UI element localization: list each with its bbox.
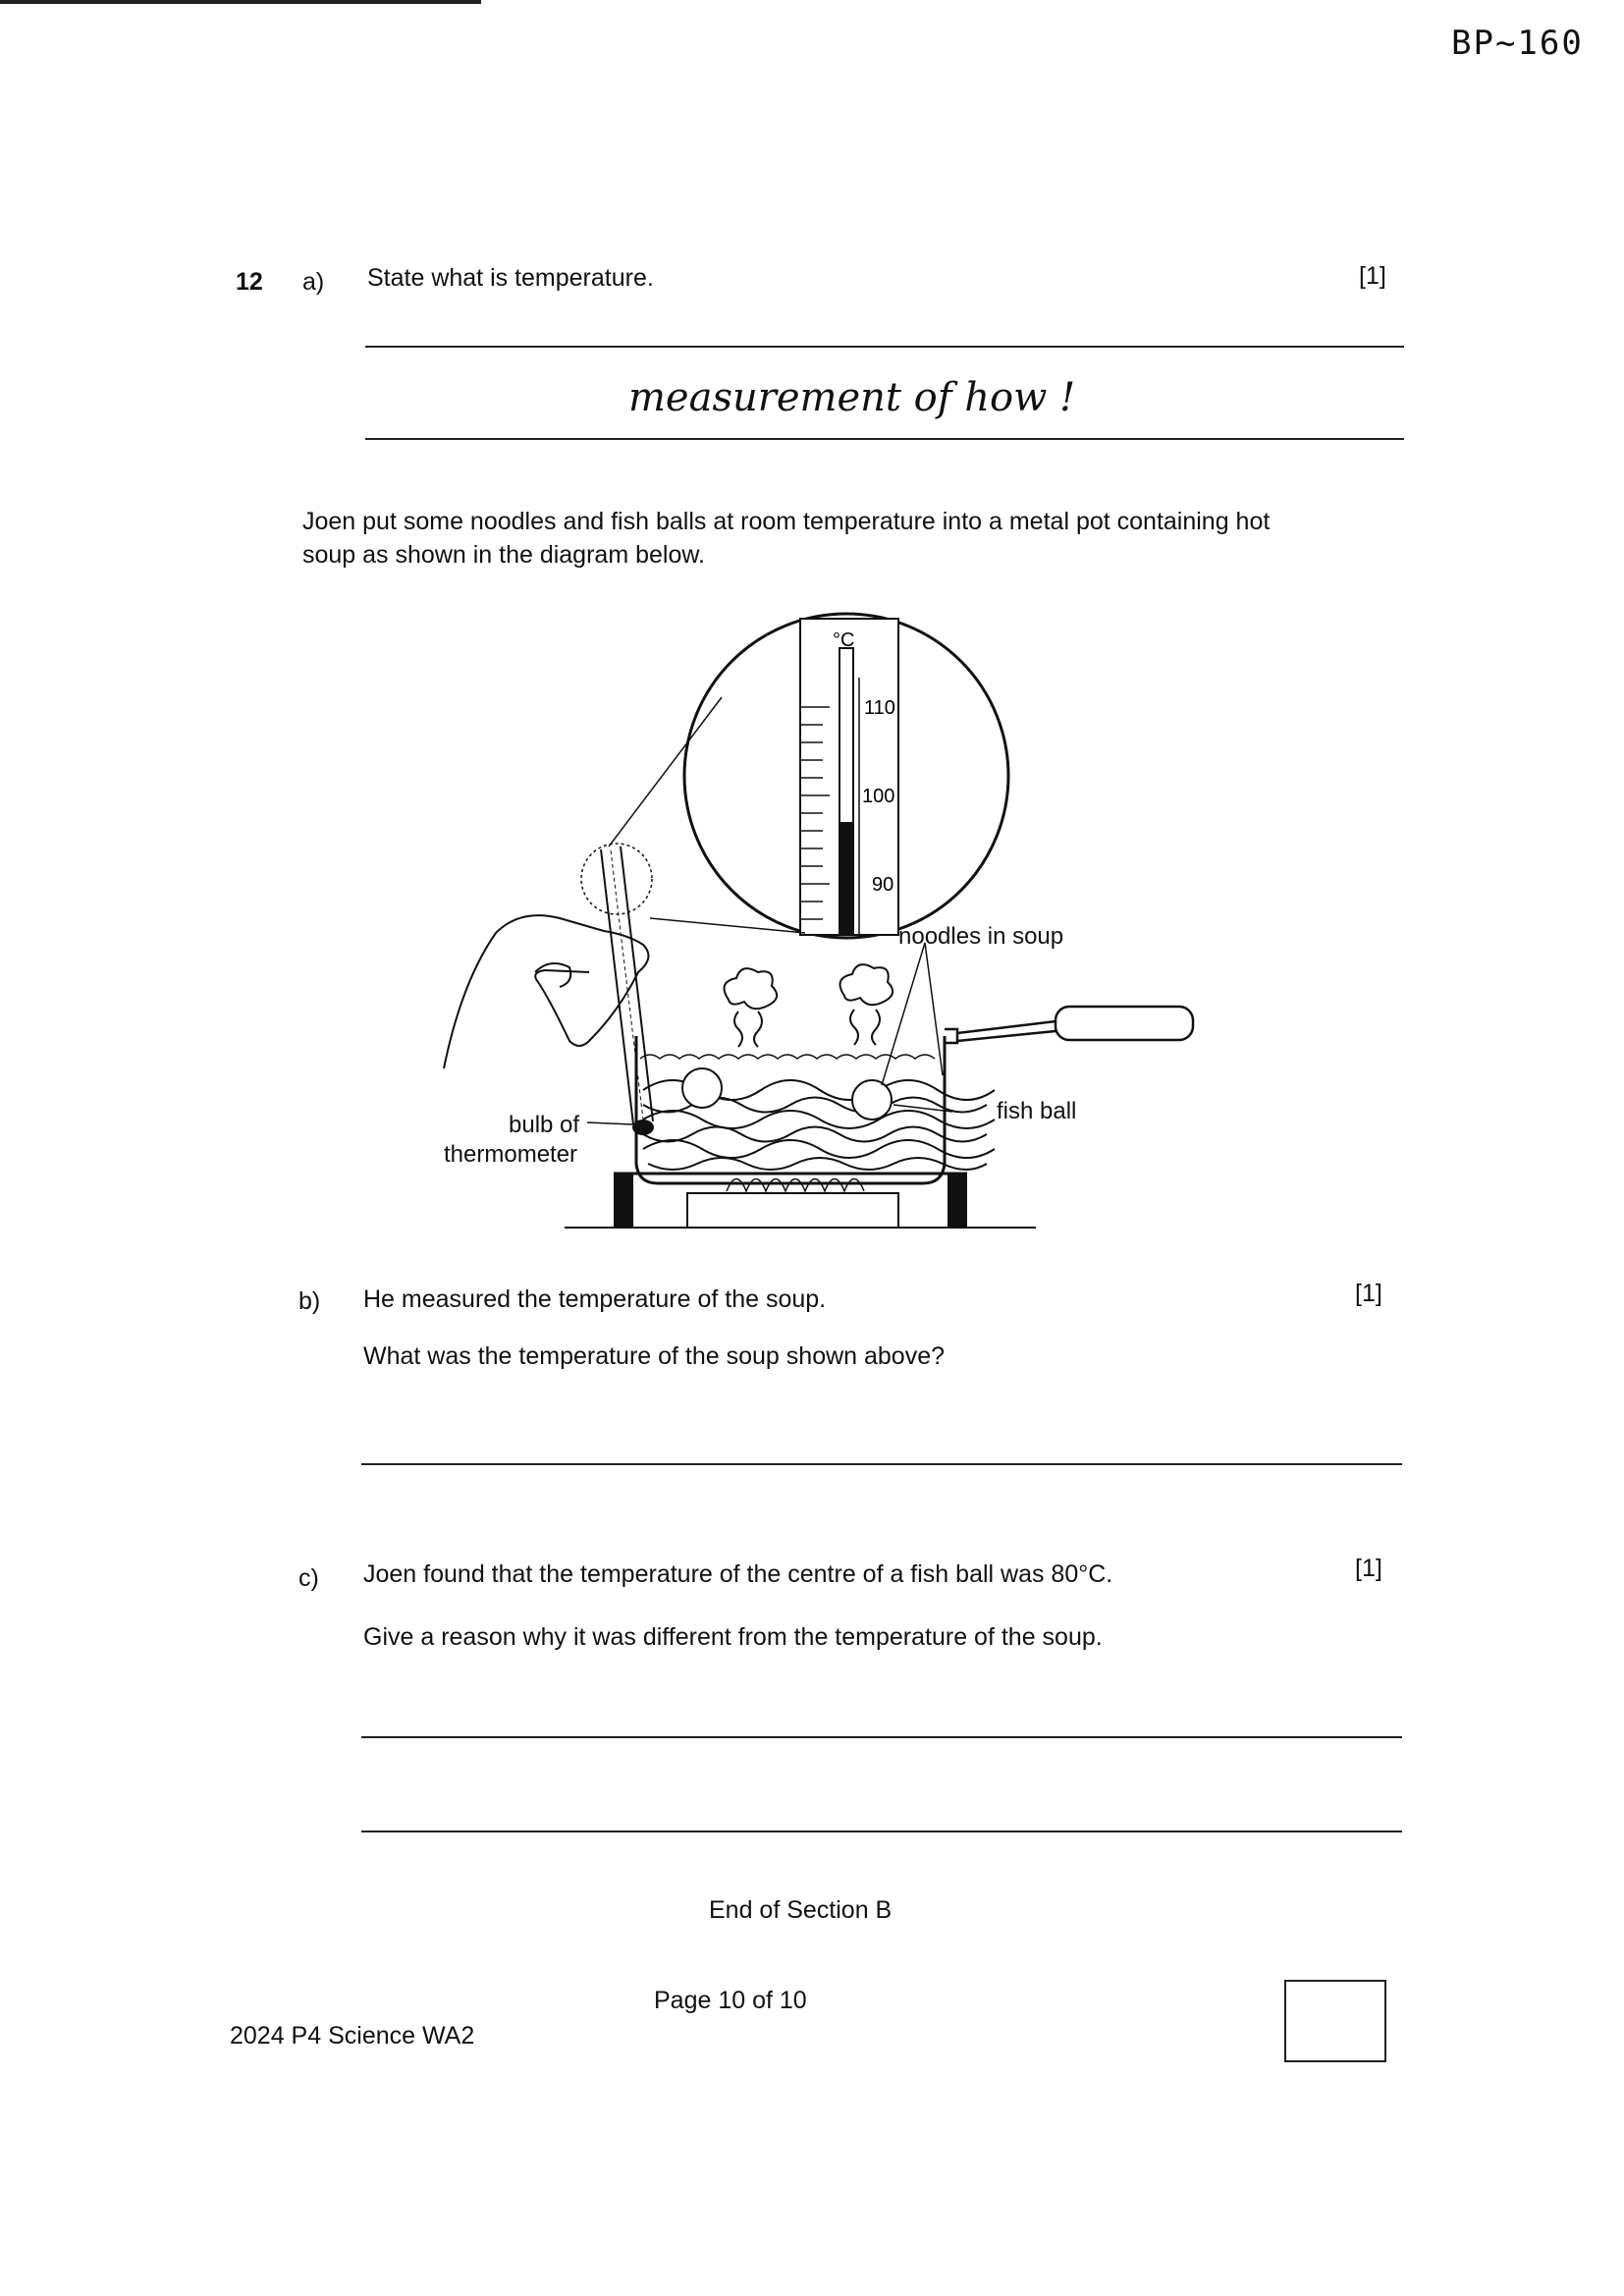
part-b-question: What was the temperature of the soup shown above? [363,1342,946,1370]
page-number: Page 10 of 10 [654,1987,807,2014]
answer-line-c2 [361,1831,1402,1832]
part-b-label: b) [298,1287,321,1315]
marks-box [1284,1980,1386,2062]
label-bulb-line2: thermometer [444,1141,578,1168]
label-noodles: noodles in soup [898,923,1064,950]
part-c-marks: [1] [1355,1555,1382,1582]
steam [725,964,893,1047]
stove [565,1174,1036,1228]
fish-ball-right [852,1080,892,1120]
label-fish-ball: fish ball [997,1098,1077,1124]
scale-100: 100 [862,786,895,807]
question-number: 12 [236,268,263,296]
scale-90: 90 [872,874,894,896]
part-a-label: a) [302,268,325,296]
part-b-marks: [1] [1355,1280,1382,1307]
label-bulb-line1: bulb of [509,1112,580,1138]
part-c-question: Give a reason why it was different from the temperature of the soup. [363,1623,1103,1651]
paper-title: 2024 P4 Science WA2 [230,2022,475,2050]
part-c-prompt: Joen found that the temperature of the centre of a fish ball was 80°C. [363,1560,1113,1588]
pot-handle [945,1007,1193,1043]
part-a-prompt: State what is temperature. [367,264,654,292]
intro-line-2: soup as shown in the diagram below. [302,541,705,569]
end-of-section: End of Section B [709,1896,893,1924]
handwritten-answer-a: measurement of how ! [628,375,1076,420]
part-c-label: c) [298,1564,319,1592]
answer-line-b [361,1463,1402,1465]
answer-line-c1 [361,1736,1402,1738]
unit-label: °C [833,629,855,651]
mercury-column [840,822,852,935]
intro-line-1: Joen put some noodles and fish balls at room temperature into a metal pot containing hot [302,508,1271,535]
page-code: BP~160 [1451,24,1584,63]
zoom-origin-circle [581,844,652,914]
part-a-marks: [1] [1359,262,1386,290]
part-b-prompt: He measured the temperature of the soup. [363,1285,827,1313]
fish-ball-left [682,1068,722,1108]
scale-110: 110 [864,697,895,719]
